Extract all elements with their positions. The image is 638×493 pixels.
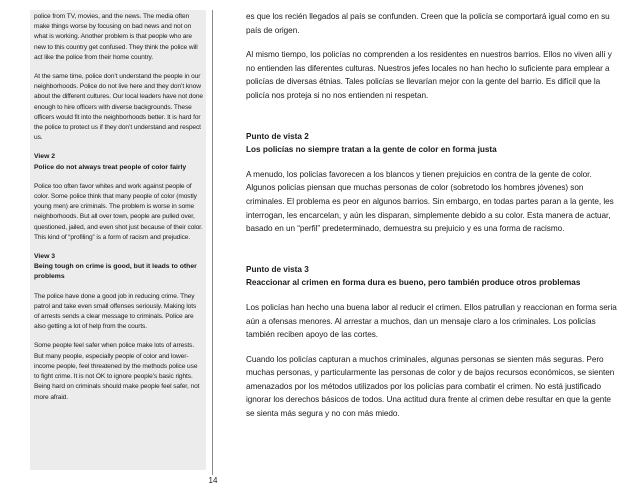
spanish-view3-label: Punto de vista 3 (246, 264, 309, 274)
section-spacer (246, 247, 618, 263)
english-view3-heading (34, 252, 203, 283)
spanish-view3-title: Reaccionar al crimen en forma dura es bueno, pero también produce otros problemas (246, 278, 581, 288)
spanish-view2-label: Punto de vista 2 (246, 131, 309, 141)
english-view3-label: View 3 (34, 253, 56, 261)
column-divider (212, 10, 213, 475)
english-view2-paragraph-1: Police too often favor whites and work against people of color. Some police think that many people of color (mostly young men) are criminals. The problem is worse in some neighborhoods. But all over town, people are pulled over, questioned, jailed, and even shot just because of their color. This kind of “profiling” is a form of racism and prejudice. (34, 182, 203, 241)
spanish-view3-heading (246, 263, 618, 290)
english-sidebar (30, 10, 206, 470)
english-view3-paragraph-1: The police have done a good job in reducing crime. They patrol and take even small offenses seriously. Making lots of arrests sends a clear message to criminals. Police are also getting a lot of help from the courts. (34, 292, 197, 331)
section-spacer (246, 114, 618, 130)
spanish-view2-heading (246, 130, 618, 157)
english-view2-title: Police do not always treat people of color fairly (34, 163, 187, 171)
english-view3-paragraph-2: Some people feel safer when police make lots of arrests. But many people, especially people of color and lower-income people, feel threatened by the methods police use to fight crime. It is not OK to ignore people’s basic rights. Being hard on criminals should make people feel safer, not more afraid. (34, 342, 200, 401)
page-number: 14 (208, 476, 218, 485)
spanish-view3-paragraph-2: Cuando los policías capturan a muchos criminales, algunas personas se sienten más seguras. Pero muchas personas, y particularmente las personas de color y de bajos recursos económicos, se sienten amenazados por los métodos utilizados por los policías para combatir el crimen. No está justificado ignorar los derechos básicos de todos. Una actitud dura frente al crimen debe resultar en que la gente se sienta más segura y no con más miedo. (246, 354, 615, 419)
english-view3-title: Being tough on crime is good, but it leads to other problems (34, 263, 197, 281)
english-view2-heading (34, 152, 203, 172)
english-view2-label: View 2 (34, 153, 56, 161)
spanish-main-column (246, 10, 618, 432)
spanish-intro-paragraph-1: es que los recién llegados al país se confunden. Creen que la policía se comportará igual como en su país de origen. (246, 12, 610, 35)
spanish-view2-paragraph-1: A menudo, los policías favorecen a los blancos y tienen prejuicios en contra de la gente de color. Algunos policías piensan que muchas personas de color (sobretodo los hombres jóvenes) son criminales. El problema es peor en algunos barrios. Sin embargo, en todas partes paran a la gente, les interrogan, les encarcelan, y aún les disparan, simplemente debido a su color. Esta manera de actuar, basado en un “perfil” predeterminado, demuestra su prejuicio y es una forma de racismo. (246, 169, 614, 234)
spanish-view3-paragraph-1: Los policías han hecho una buena labor al reducir el crimen. Ellos patrullan y reaccionan en forma seria aún a ofensas menores. Al arrestar a muchos, dan un mensaje claro a los criminales. Los policías también reciben apoyo de las cortes. (246, 302, 617, 340)
spanish-view2-title: Los policías no siempre tratan a la gente de color en forma justa (246, 145, 497, 155)
english-intro-paragraph-1: police from TV, movies, and the news. The media often make things worse by focusing on bad news and not on what is working. Another problem is that people who are new to this country get confused. They think the police will act like the police from their home country. (34, 13, 198, 61)
spanish-intro-paragraph-2: Al mismo tiempo, los policías no comprenden a los residentes en nuestros barrios. Ellos no viven allí y no entienden las diferentes culturas. Nuestros jefes locales no han hecho lo suficiente para emplear a policías de diversas étnias. Tales policías se llevarían mejor con la gente del barrio. Es difícil que la policía nos proteja si no nos entienden ni respetan. (246, 50, 612, 100)
english-intro-paragraph-2: At the same time, police don’t understand the people in our neighborhoods. Police do not live here and they don’t know about the different cultures. Our local leaders have not done enough to hire officers with diverse backgrounds. These officers would fit into the neighborhoods better. It is hard for the police to protect us if they don’t understand and respect us. (34, 73, 203, 142)
